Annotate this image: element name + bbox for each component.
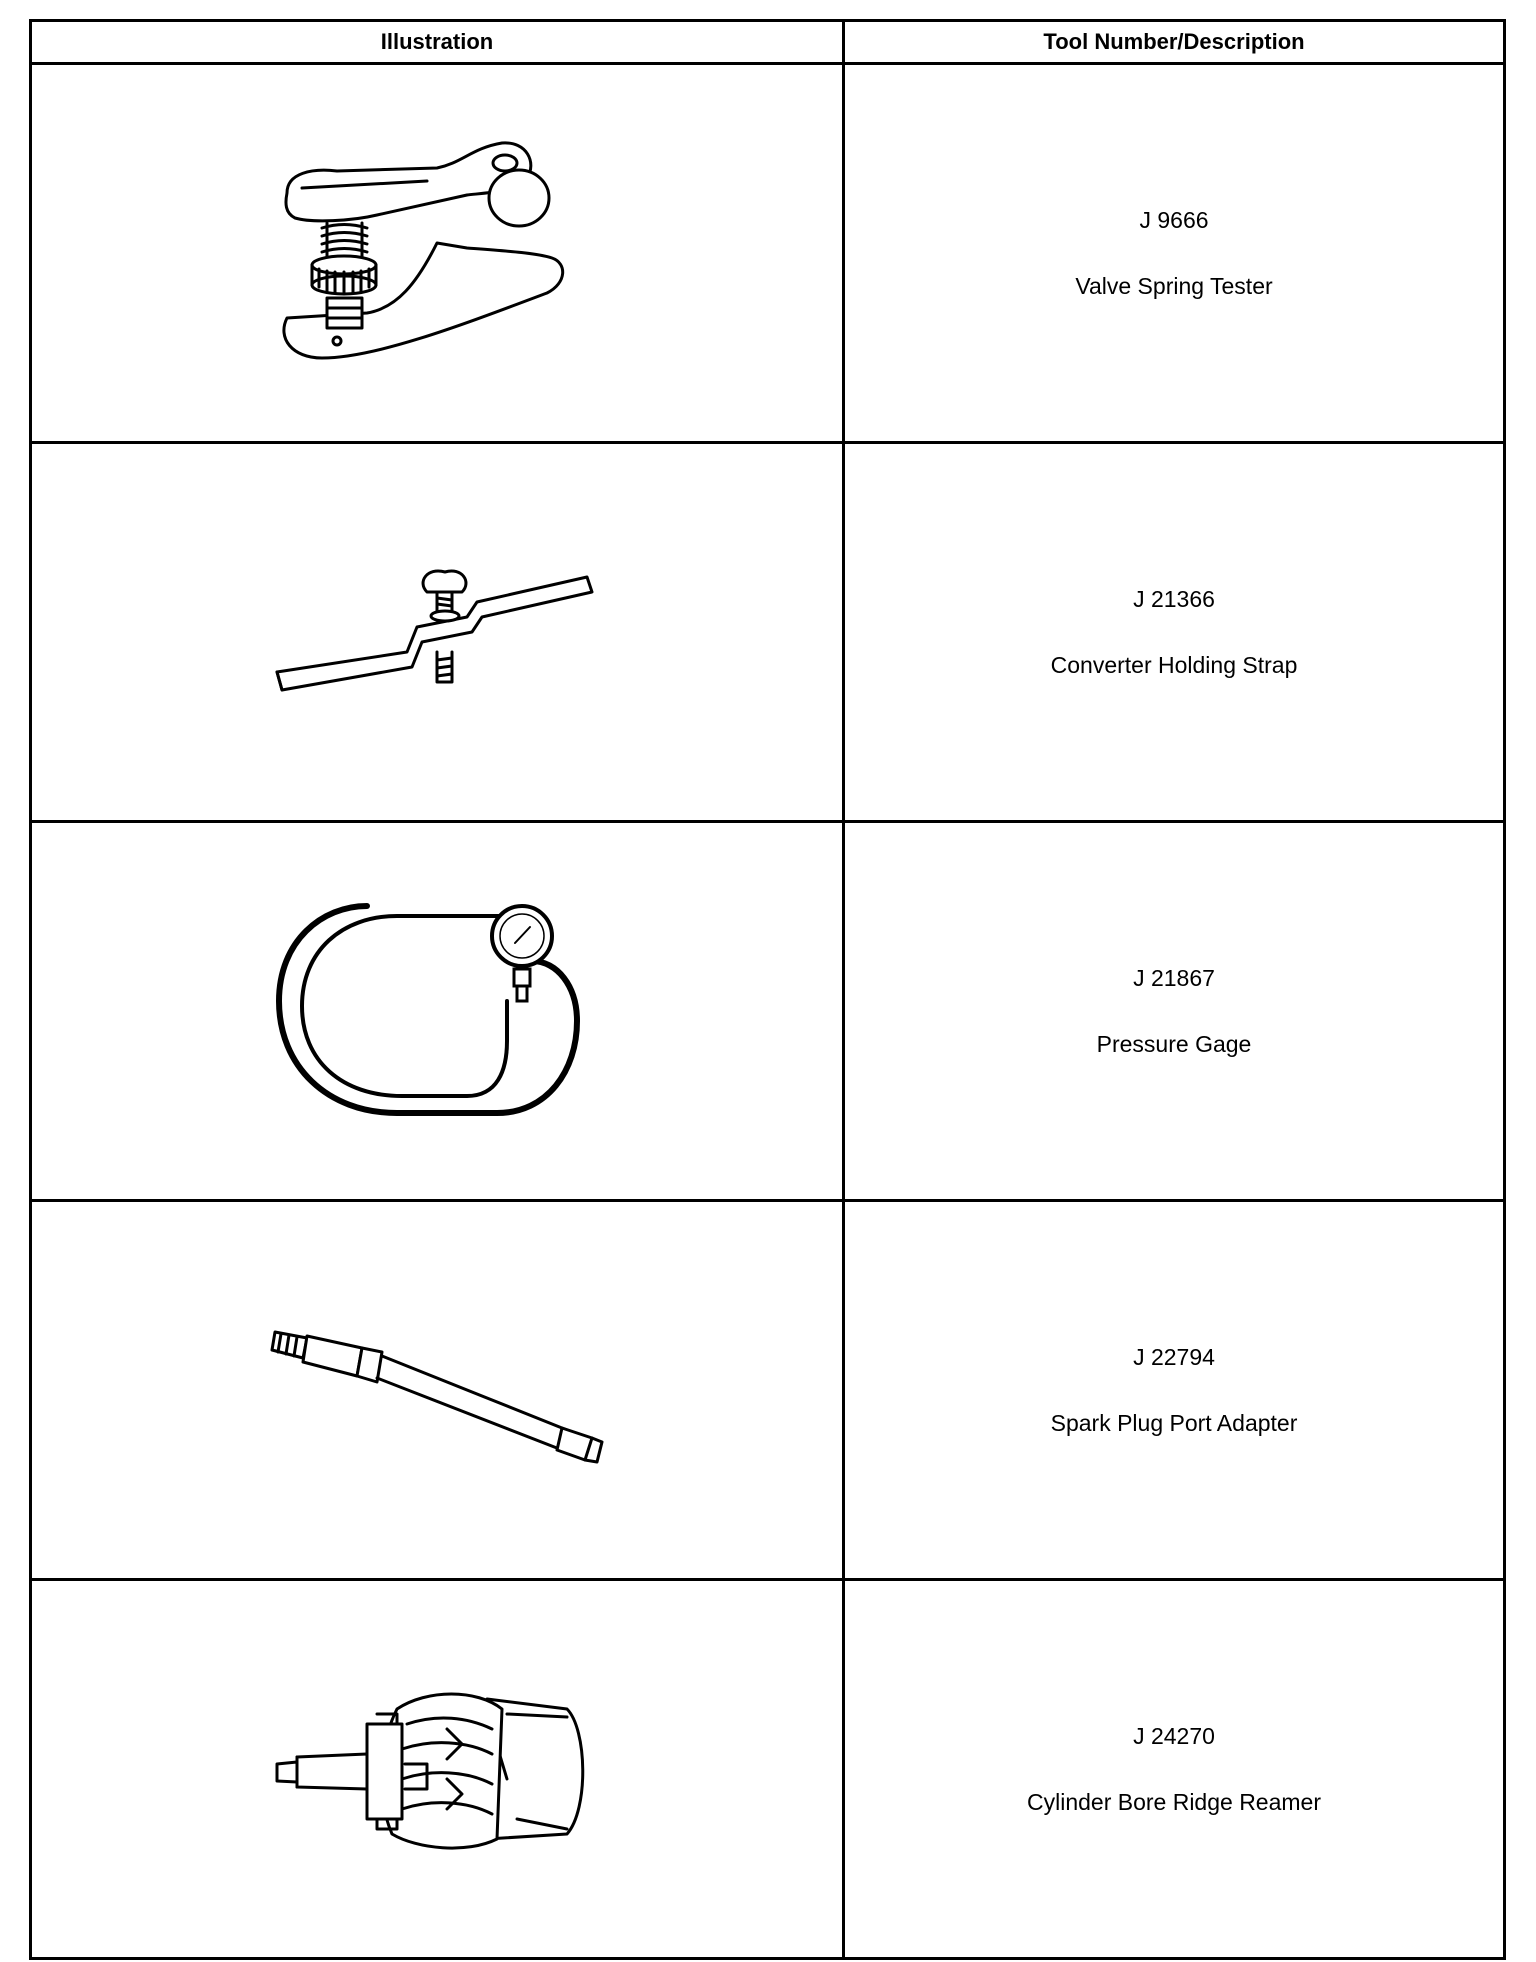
illustration-cell — [31, 822, 844, 1201]
illustration-cell — [31, 64, 844, 443]
table-row — [31, 1580, 1505, 1959]
converter-holding-strap-icon — [267, 542, 607, 722]
tool-name: Spark Plug Port Adapter — [1050, 1409, 1298, 1436]
table-row — [31, 64, 1505, 443]
description-cell — [844, 1580, 1505, 1959]
tool-number: J 24270 — [1133, 1722, 1215, 1749]
tool-name: Valve Spring Tester — [1075, 272, 1273, 299]
table-row — [31, 822, 1505, 1201]
tool-name: Pressure Gage — [1096, 1030, 1252, 1057]
table-row — [31, 443, 1505, 822]
tool-number: J 9666 — [1139, 206, 1209, 233]
table-row — [31, 1201, 1505, 1580]
illustration-cell — [31, 1580, 844, 1959]
tool-table — [29, 19, 1506, 1960]
tool-number: J 22794 — [1133, 1343, 1215, 1370]
tool-number: J 21867 — [1133, 964, 1215, 991]
pressure-gage-icon — [267, 891, 607, 1131]
description-cell — [844, 1201, 1505, 1580]
description-cell — [844, 822, 1505, 1201]
tool-number: J 21366 — [1133, 585, 1215, 612]
header-tool-description: Tool Number/Description — [844, 21, 1505, 64]
header-row — [31, 21, 1505, 64]
cylinder-bore-ridge-reamer-icon — [267, 1669, 607, 1869]
spark-plug-port-adapter-icon — [267, 1310, 607, 1470]
illustration-cell — [31, 443, 844, 822]
header-illustration: Illustration — [31, 21, 844, 64]
description-cell — [844, 443, 1505, 822]
tool-name: Cylinder Bore Ridge Reamer — [1026, 1788, 1321, 1815]
illustration-cell — [31, 1201, 844, 1580]
tool-name: Converter Holding Strap — [1050, 651, 1298, 678]
description-cell — [844, 64, 1505, 443]
valve-spring-tester-icon — [267, 133, 607, 373]
